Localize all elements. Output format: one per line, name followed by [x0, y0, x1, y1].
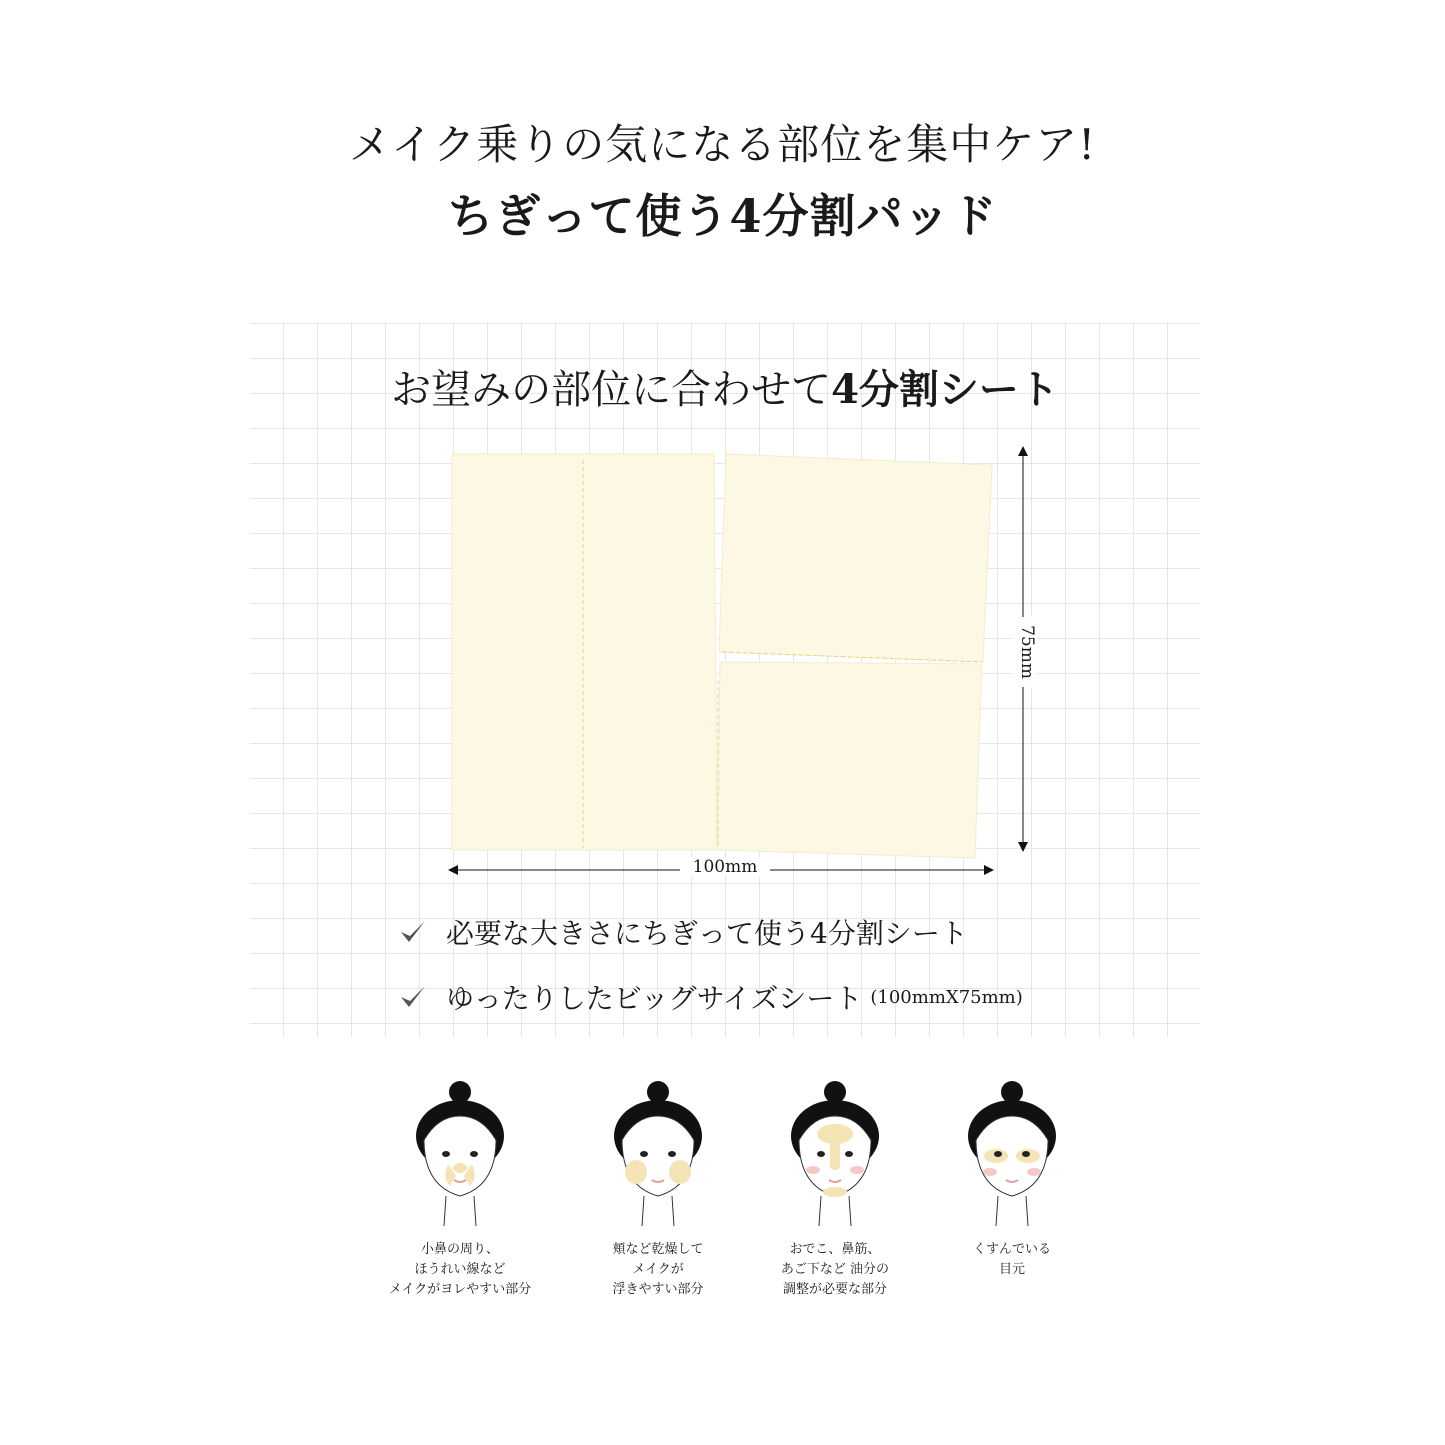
face-cheeks-icon — [608, 1078, 708, 1226]
face-card — [922, 1078, 1102, 1280]
panel-title-bold: 4分割シート — [831, 366, 1059, 413]
height-arrow-top — [1018, 446, 1028, 456]
face-t-zone-icon — [785, 1078, 885, 1226]
sheet-right-bottom — [717, 662, 982, 858]
face-card — [568, 1078, 748, 1300]
feature-text: 必要な大きさにちぎって使う4分割シート — [446, 917, 968, 950]
feature-item — [398, 977, 1023, 1017]
sheet-right-top — [719, 454, 992, 662]
face-card — [370, 1078, 550, 1300]
width-arrow-left — [448, 865, 458, 875]
width-arrow-right — [984, 865, 994, 875]
feature-text: ゆったりしたビッグサイズシート — [446, 982, 863, 1015]
face-nose-icon — [410, 1078, 510, 1226]
sheet-left-half — [452, 454, 717, 850]
check-icon — [398, 917, 428, 947]
panel-title-regular: お望みの部位に合わせて — [391, 367, 832, 413]
feature-item — [398, 912, 968, 952]
check-icon — [398, 982, 428, 1012]
face-card — [745, 1078, 925, 1300]
face-caption: 小鼻の周り、 ほうれい線など メイクがヨレやすい部分 — [388, 1242, 532, 1297]
width-label: 100mm — [680, 857, 770, 877]
height-label: 75mm — [1013, 617, 1037, 687]
headline-line2: ちぎって使う4分割パッド — [447, 189, 998, 243]
height-arrow-bottom — [1018, 842, 1028, 852]
panel-title — [250, 358, 1200, 415]
face-caption: おでこ、鼻筋、 あご下など 油分の 調整が必要な部分 — [780, 1242, 890, 1297]
sheet-illustration — [430, 440, 1060, 880]
face-under-eye-icon — [962, 1078, 1062, 1226]
face-caption: くすんでいる 目元 — [972, 1242, 1051, 1277]
face-caption: 頬など乾燥して メイクが 浮きやすい部分 — [612, 1242, 704, 1297]
headline-line1: メイク乗りの気になる部位を集中ケア! — [348, 120, 1097, 169]
feature-size-note: (100mmX75mm) — [870, 986, 1023, 1008]
